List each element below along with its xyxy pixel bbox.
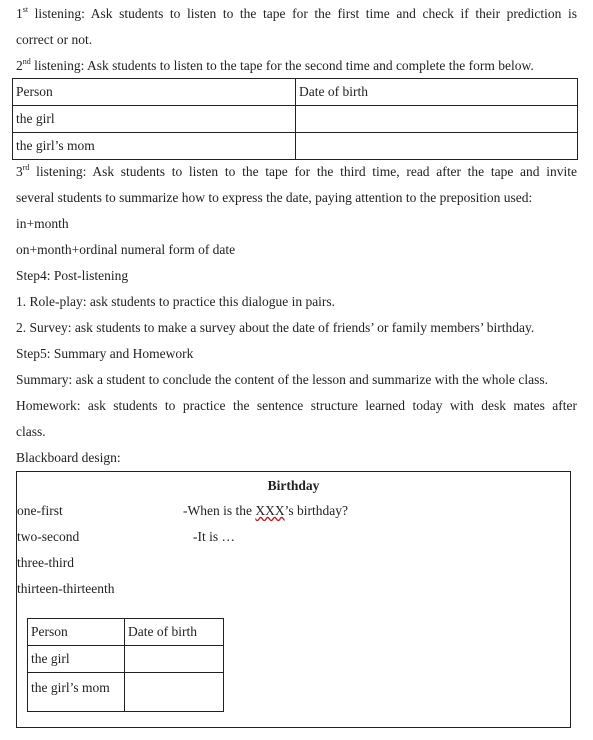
blackboard-heading: Blackboard design: <box>16 450 121 465</box>
third-listening-line2: several students to summarize how to express the date, paying attention to the preposition used: <box>16 190 533 205</box>
ordinal-item: thirteen-thirteenth <box>17 581 115 596</box>
blackboard-title: Birthday <box>267 478 320 493</box>
ordinal-item: one-first <box>17 503 63 518</box>
role-play-line: 1. Role-play: ask students to practice this dialogue in pairs. <box>16 294 336 309</box>
table-row <box>13 79 578 106</box>
second-listening-text: listening: Ask students to listen to the tape for the second time and complete the form below. <box>30 58 534 73</box>
birthday-question: -When is the XXX’s birthday? <box>183 503 348 518</box>
first-listening-text: listening: Ask students to listen to the tape for the first time and check if their prediction is <box>28 6 577 21</box>
table-cell: the girl <box>13 106 296 133</box>
first-listening-line1 <box>16 1 577 27</box>
table-header-cell: Person <box>28 619 125 646</box>
step5-heading: Step5: Summary and Homework <box>16 346 194 361</box>
table-header-cell: Date of birth <box>125 619 224 646</box>
ordinal-item: three-third <box>17 555 74 570</box>
table-cell: the girl’s mom <box>13 133 296 160</box>
blackboard-form-table <box>27 618 224 712</box>
table-row <box>28 673 224 712</box>
table-header-cell: Date of birth <box>296 79 578 106</box>
ordinal-suffix: rd <box>22 163 30 172</box>
second-listening-line <box>16 53 577 79</box>
homework-line2: class. <box>16 424 46 439</box>
survey-line: 2. Survey: ask students to make a survey about the date of friends’ or family members’ birthday. <box>16 320 535 335</box>
birth-form-table <box>12 78 578 160</box>
table-header-cell: Person <box>13 79 296 106</box>
table-cell <box>296 106 578 133</box>
placeholder-name: XXX <box>255 503 285 518</box>
step4-heading: Step4: Post-listening <box>16 268 129 283</box>
ordinal-item: two-second <box>17 529 80 544</box>
first-listening-line2: correct or not. <box>16 32 93 47</box>
third-listening-text: listening: Ask students to listen to the tape for the third time, read after the tape and invite <box>29 164 577 179</box>
table-row <box>28 619 224 646</box>
blackboard-box <box>16 471 571 728</box>
ordinal-suffix: nd <box>22 57 31 66</box>
preposition-in-line: in+month <box>16 216 69 231</box>
table-cell <box>125 646 224 673</box>
table-cell: the girl <box>28 646 125 673</box>
table-cell <box>296 133 578 160</box>
table-cell <box>125 673 224 712</box>
preposition-on-line: on+month+ordinal numeral form of date <box>16 242 236 257</box>
table-cell: the girl’s mom <box>28 673 125 712</box>
summary-line: Summary: ask a student to conclude the content of the lesson and summarize with the whole class. <box>16 372 548 387</box>
table-row <box>13 106 578 133</box>
ordinal-number: 2 <box>16 58 23 73</box>
table-row <box>28 646 224 673</box>
ordinal-number: 1 <box>16 6 23 21</box>
homework-line1: Homework: ask students to practice the sentence structure learned today with desk mates after <box>16 398 577 413</box>
ordinal-number: 3 <box>16 164 23 179</box>
birthday-answer: -It is … <box>193 529 235 544</box>
third-listening-line1 <box>16 159 577 185</box>
ordinal-suffix: st <box>22 5 29 14</box>
table-row <box>13 133 578 160</box>
